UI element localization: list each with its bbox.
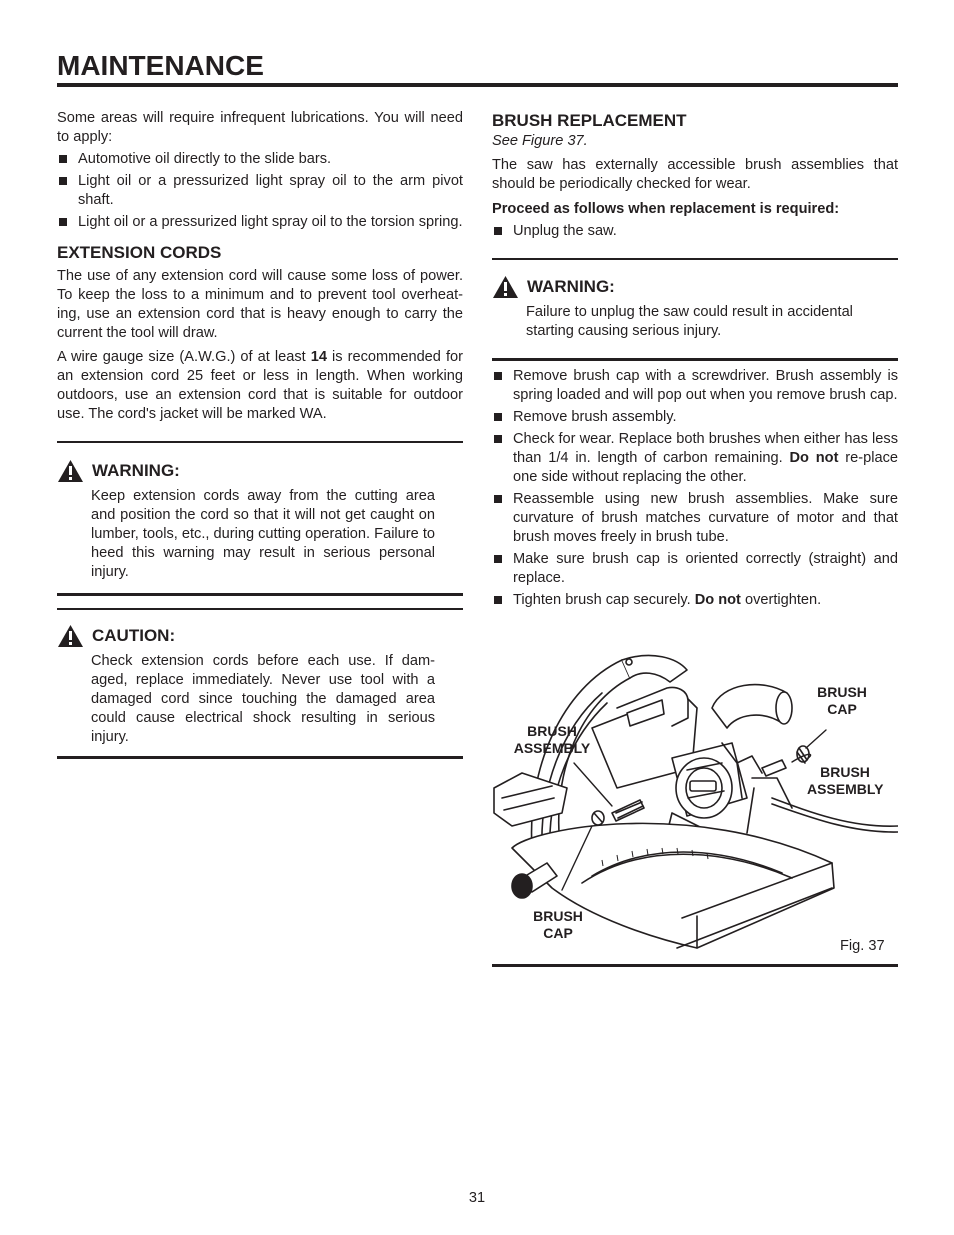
- extension-warning-box: [57, 443, 463, 593]
- brush-warning-title: WARNING:: [527, 277, 615, 296]
- square-bullet-icon: [494, 495, 502, 503]
- page-title: MAINTENANCE: [57, 50, 264, 81]
- square-bullet-icon: [494, 372, 502, 380]
- title-rule: [57, 83, 898, 87]
- list-item: Make sure brush cap is oriented correctly (straight) and replace.: [492, 550, 898, 588]
- square-bullet-icon: [494, 555, 502, 563]
- extension-cords-heading: EXTENSION CORDS: [57, 243, 222, 262]
- warning-text: Keep extension cords away from the cutting area and position the cord so that it will not get caught on lumber, tools, etc., during cutting operation. Failure to heed this warning may result in serious personal injury.: [91, 488, 435, 580]
- warning-triangle-icon: [57, 624, 84, 648]
- warning-title: WARNING:: [92, 461, 180, 480]
- square-bullet-icon: [494, 596, 502, 604]
- wire-gauge-paragraph: A wire gauge size (A.W.G.) of at least 14 is recommended for an extension cord 25 feet or less in length. When working outdoors, use an extension cord that is suitable for outdoor use. The cord's jacket will be marked WA.: [57, 349, 463, 422]
- lubrication-list: [57, 150, 463, 232]
- unplug-step-list: [492, 222, 898, 241]
- page-number: 31: [468, 1190, 486, 1206]
- proceed-instruction: Proceed as follows when replacement is required:: [492, 201, 840, 217]
- extension-cords-paragraph: The use of any extension cord will cause some loss of power. To keep the loss to a minimum and to prevent tool overheat-ing, use an extension cord that is heavy enough to carry the current the tool will draw.: [57, 268, 463, 341]
- caution-bottom-rule: [57, 756, 463, 759]
- square-bullet-icon: [59, 177, 67, 185]
- extension-caution-box: [57, 610, 463, 756]
- square-bullet-icon: [494, 413, 502, 421]
- warning-triangle-icon: [492, 275, 519, 299]
- square-bullet-icon: [59, 218, 67, 226]
- list-item: Check for wear. Replace both brushes when either has less than 1/4 in. length of carbon remaining. Do not re-place one side without replacing the other.: [492, 430, 898, 487]
- see-figure-note: See Figure 37.: [492, 133, 588, 149]
- list-item: Reassemble using new brush assemblies. Make sure curvature of brush matches curvature of motor and that brush moves freely in brush tube.: [492, 490, 898, 547]
- label-brush-assembly-left: BRUSH ASSEMBLY: [513, 723, 591, 756]
- brush-intro-paragraph: The saw has externally accessible brush assemblies that should be periodically checked for wear.: [492, 157, 898, 192]
- figure-bottom-rule: [492, 964, 898, 967]
- square-bullet-icon: [59, 155, 67, 163]
- list-item: Light oil or a pressurized light spray oil to the torsion spring.: [57, 213, 463, 232]
- figure-37: [492, 648, 898, 966]
- left-column: [57, 109, 463, 759]
- list-item: Remove brush assembly.: [492, 408, 898, 427]
- label-brush-assembly-right: BRUSH ASSEMBLY: [807, 764, 884, 797]
- caution-title: CAUTION:: [92, 626, 176, 645]
- square-bullet-icon: [494, 435, 502, 443]
- list-item: Light oil or a pressurized light spray oil to the arm pivot shaft.: [57, 172, 463, 210]
- brush-replacement-heading: BRUSH REPLACEMENT: [492, 111, 687, 130]
- brush-warning-box: [492, 260, 898, 358]
- right-column: [492, 109, 898, 610]
- list-item: Automotive oil directly to the slide bars.: [57, 150, 463, 169]
- brush-warning-text: Failure to unplug the saw could result in accidental starting causing serious injury.: [526, 304, 853, 339]
- list-item: Unplug the saw.: [492, 222, 898, 241]
- list-item: Tighten brush cap securely. Do not overtighten.: [492, 591, 898, 610]
- label-brush-cap-bottom: BRUSH CAP: [533, 908, 583, 941]
- caution-text: Check extension cords before each use. If dam-aged, replace immediately. Never use tool with a damaged cord since touching the damaged area could cause electrical shock resulting in serious injury.: [91, 653, 435, 745]
- warning-bottom-rule: [57, 593, 463, 596]
- lubrication-intro: Some areas will require infrequent lubrications. You will need to apply:: [57, 110, 463, 145]
- square-bullet-icon: [494, 227, 502, 235]
- figure-caption: Fig. 37: [840, 938, 885, 954]
- brush-steps-list: [492, 367, 898, 610]
- label-brush-cap-top: BRUSH CAP: [817, 684, 867, 717]
- brush-warning-bottom-rule: [492, 358, 898, 361]
- warning-triangle-icon: [57, 459, 84, 483]
- list-item: Remove brush cap with a screwdriver. Brush assembly is spring loaded and will pop out when you remove brush cap.: [492, 367, 898, 405]
